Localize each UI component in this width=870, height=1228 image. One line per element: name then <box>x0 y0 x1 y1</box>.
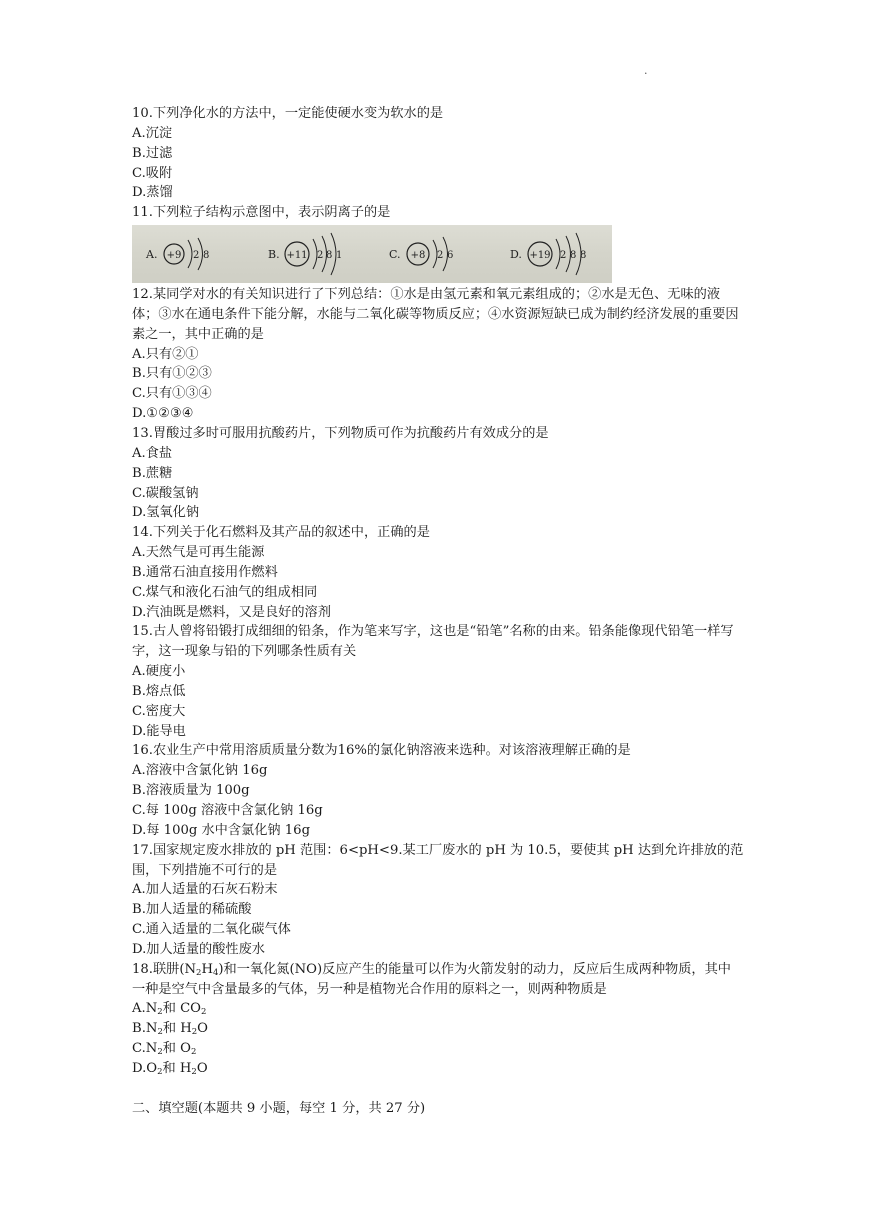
particle-structure-diagram <box>132 225 612 283</box>
subscript: 2 <box>157 1066 163 1077</box>
shell-count: 2 <box>317 250 324 262</box>
shell-count: 8 <box>580 250 587 262</box>
option-a <box>132 999 744 1019</box>
option-c: C.煤气和液化石油气的组成相同 <box>132 584 318 600</box>
particle-c-label: C. <box>389 248 401 262</box>
shell-count: 2 <box>193 250 200 262</box>
question-15 <box>132 622 744 741</box>
particle-b-label: B. <box>268 248 280 262</box>
question-14 <box>132 523 744 622</box>
subscript: 2 <box>200 1007 207 1018</box>
particle-a-nucleus: +9 <box>166 250 182 262</box>
particle-a-label: A. <box>146 248 158 262</box>
question-10 <box>132 104 744 203</box>
option-d: D.氢氧化钠 <box>132 505 200 521</box>
particle-b <box>268 233 342 275</box>
option-text: 和 H <box>162 1021 192 1037</box>
option-a: A.食盐 <box>132 445 173 461</box>
option-b: B.加人适量的稀硫酸 <box>132 902 252 918</box>
option-d: D.①②③④ <box>132 406 194 422</box>
question-stem: 10.下列净化水的方法中，一定能使硬水变为软水的是 <box>132 106 444 121</box>
option-c: C.密度大 <box>132 703 186 719</box>
subscript: 2 <box>191 1066 197 1077</box>
option-text: O <box>197 1021 208 1037</box>
question-list <box>132 104 744 1119</box>
option-c <box>132 1039 744 1059</box>
option-a: A.溶液中含氯化钠 16g <box>132 763 268 779</box>
section-heading: 二、填空题(本题共 9 小题，每空 1 分，共 27 分) <box>132 1100 426 1116</box>
option-text: A.N <box>132 1001 158 1017</box>
option-a: A.沉淀 <box>132 125 173 141</box>
option-a: A.天然气是可再生能源 <box>132 545 265 561</box>
option-a: A.只有②① <box>132 346 199 362</box>
page-dot: . <box>644 64 648 77</box>
particle-b-nucleus: +11 <box>286 250 308 262</box>
option-c: C.每 100g 溶液中含氯化钠 16g <box>132 803 323 818</box>
option-b: B.只有①②③ <box>132 366 212 382</box>
option-a: A.硬度小 <box>132 664 186 680</box>
option-d: D.汽油既是燃料，又是良好的溶剂 <box>132 604 331 620</box>
option-b: B.熔点低 <box>132 683 186 699</box>
question-stem: 14.下列关于化石燃料及其产品的叙述中，正确的是 <box>132 525 430 541</box>
stem-text: )和一氧化氮(NO)反应产生的能量可以作为火箭发射的动力，反应后生成两种物质，其中一种是空气中含量最多的气体，另一种是植物光合作用的原料之一，则两种物质是 <box>132 961 731 997</box>
particle-c <box>389 237 453 271</box>
option-d: D.每 100g 水中含氯化钠 16g <box>132 822 311 838</box>
particle-d <box>510 233 586 275</box>
subscript: 4 <box>212 967 219 978</box>
particle-structure-svg <box>132 225 612 283</box>
option-d: D.蒸馏 <box>132 185 173 201</box>
particle-d-nucleus: +19 <box>529 250 551 262</box>
question-17 <box>132 841 744 960</box>
option-b <box>132 1019 744 1039</box>
stem-text: 18.联肼(N <box>132 961 197 977</box>
question-16 <box>132 741 744 840</box>
option-text: 和 O <box>162 1041 191 1057</box>
option-text: O <box>196 1060 208 1076</box>
subscript: 2 <box>191 1027 198 1038</box>
shell-count: 8 <box>203 250 210 262</box>
question-18 <box>132 960 744 1079</box>
stem-text: H <box>201 961 213 977</box>
option-text: B.N <box>132 1021 158 1037</box>
option-b: B.通常石油直接用作燃料 <box>132 564 278 580</box>
option-d: D.加人适量的酸性废水 <box>132 941 265 957</box>
shell-count: 8 <box>326 250 333 262</box>
option-b: B.蔗糖 <box>132 465 173 481</box>
question-stem: 17.国家规定废水排放的 pH 范围：6<pH<9.某工厂废水的 pH 为 10.5，要使其 pH 达到允许排放的范围，下列措施不可行的是 <box>132 842 744 878</box>
subscript: 2 <box>157 1047 163 1058</box>
option-c: C.只有①③④ <box>132 386 212 402</box>
option-c: C.吸附 <box>132 165 173 181</box>
option-text: C.N <box>132 1041 158 1057</box>
subscript: 2 <box>190 1047 197 1058</box>
question-stem: 16.农业生产中常用溶质质量分数为16%的氯化钠溶液来选种。对该溶液理解正确的是 <box>132 743 631 759</box>
subscript: 2 <box>196 967 202 978</box>
option-text: 和 CO <box>162 1001 201 1017</box>
question-stem: 15.古人曾将铅锻打成细细的铅条，作为笔来写字，这也是“铅笔”名称的由来。铅条能像现代铅笔一样写字，这一现象与铅的下列哪条性质有关 <box>132 624 734 660</box>
question-stem <box>132 960 744 1000</box>
shell-count: 1 <box>336 250 343 262</box>
particle-a <box>145 238 209 270</box>
subscript: 2 <box>157 1027 163 1038</box>
option-d: D.能导电 <box>132 723 186 739</box>
option-b: B.溶液质量为 100g <box>132 783 250 799</box>
shell-count: 6 <box>447 250 454 262</box>
question-stem: 13.胃酸过多时可服用抗酸药片，下列物质可作为抗酸药片有效成分的是 <box>132 425 549 441</box>
particle-c-nucleus: +8 <box>410 250 426 262</box>
particle-d-label: D. <box>510 248 522 262</box>
option-text: 和 H <box>162 1060 192 1076</box>
question-13 <box>132 424 744 523</box>
question-stem: 11.下列粒子结构示意图中，表示阴离子的是 <box>132 205 391 221</box>
option-text: D.O <box>132 1060 158 1076</box>
shell-count: 8 <box>570 250 577 262</box>
question-stem: 12.某同学对水的有关知识进行了下列总结：①水是由氢元素和氧元素组成的；②水是无色、无味的液体；③水在通电条件下能分解，水能与二氧化碳等物质反应；④水资源短缺已成为制约经济发展的重要因素之一，其中正确的是 <box>132 287 739 342</box>
option-c: C.碳酸氢钠 <box>132 485 199 501</box>
option-d <box>132 1059 744 1079</box>
shell-count: 2 <box>560 250 567 262</box>
shell-arc <box>188 240 192 268</box>
question-12 <box>132 285 744 424</box>
shell-count: 2 <box>437 250 444 262</box>
option-c: C.通入适量的二氧化碳气体 <box>132 922 291 938</box>
option-b: B.过滤 <box>132 145 173 161</box>
subscript: 2 <box>157 1007 163 1018</box>
option-a: A.加人适量的石灰石粉末 <box>132 882 278 898</box>
question-11 <box>132 203 744 283</box>
